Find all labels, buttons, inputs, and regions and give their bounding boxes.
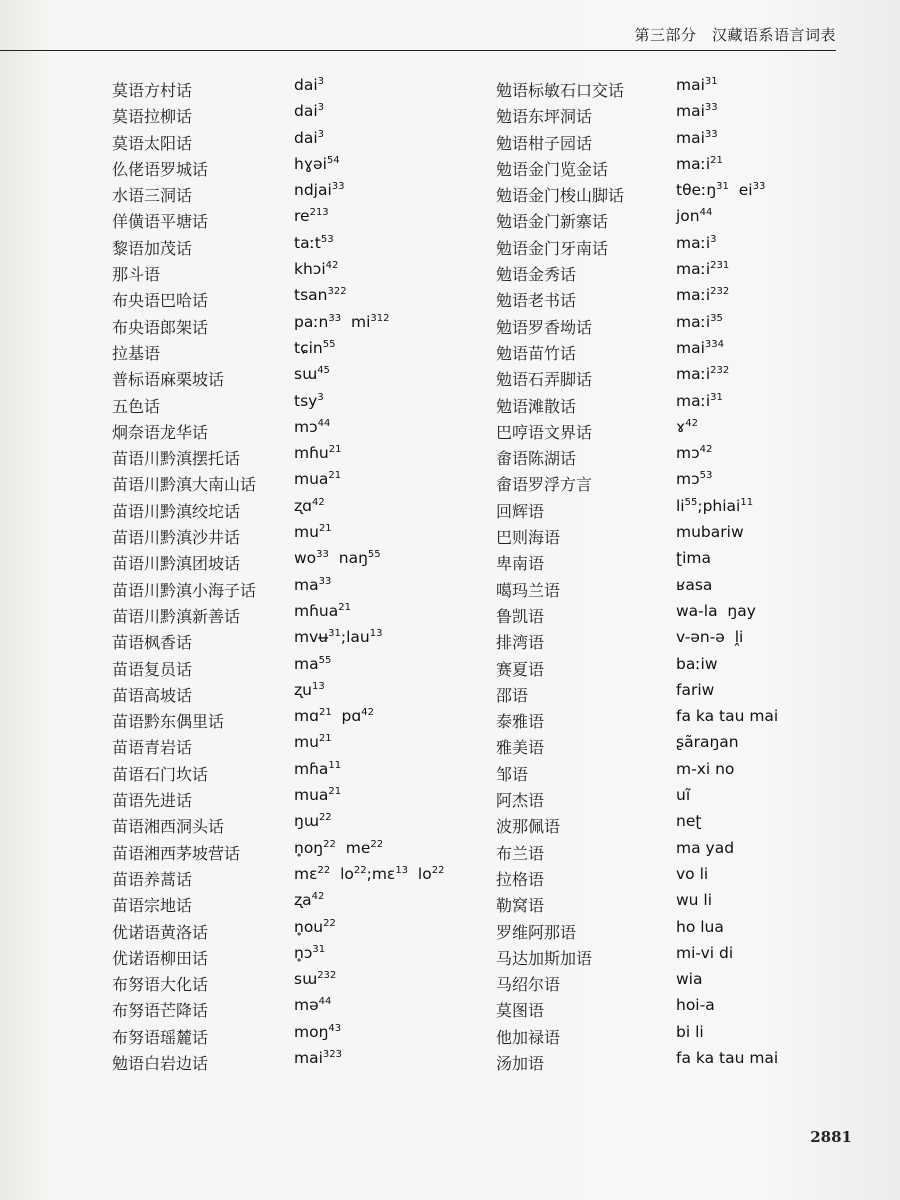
- word-form: hɣəi$^{54}$: [294, 154, 340, 174]
- language-name: 排湾语: [496, 633, 545, 653]
- word-form: tɕin$^{55}$: [294, 338, 336, 358]
- language-name: 布兰语: [496, 843, 545, 863]
- word-form: maːi$^3$: [676, 233, 717, 252]
- word-form: n̥ɔ$^{31}$: [294, 943, 326, 962]
- word-form: fa ka tau mai: [676, 1048, 779, 1067]
- language-name: 勉语金门新寨话: [496, 212, 609, 232]
- language-name: 莫语拉柳话: [112, 107, 193, 127]
- word-form: fa ka tau mai: [676, 707, 779, 726]
- language-name: 他加禄语: [496, 1027, 561, 1047]
- word-form: mɑ$^{21}$ pɑ$^{42}$: [294, 707, 374, 726]
- language-name: 勉语东坪洞话: [496, 107, 593, 127]
- word-form: sɯ$^{232}$: [294, 970, 337, 989]
- language-name: 巴哼语文界话: [496, 422, 593, 442]
- language-name: 赛夏语: [496, 659, 545, 679]
- language-name: 阿杰语: [496, 791, 545, 811]
- language-name: 苗语湘西茅坡营话: [112, 843, 241, 863]
- language-name: 优诺语黄洛话: [112, 922, 209, 942]
- word-form: dai$^3$: [294, 102, 325, 121]
- word-form: mi-vi di: [676, 943, 734, 962]
- word-form: ma yad: [676, 838, 735, 857]
- word-form: khɔi$^{42}$: [294, 260, 339, 279]
- language-name: 水语三洞话: [112, 186, 193, 206]
- language-name: 勉语标敏石口交话: [496, 81, 625, 100]
- language-name: 莫语方村话: [112, 81, 193, 100]
- word-form: mai$^{33}$: [676, 128, 718, 147]
- language-name: 布央语巴哈话: [112, 291, 209, 311]
- word-form: ʁasa: [676, 575, 713, 594]
- word-form: $mu^{21}$: [294, 733, 332, 752]
- word-form: maːi$^{21}$: [676, 154, 723, 174]
- word-form: mɔ$^{53}$: [676, 470, 713, 489]
- language-name: 巴则海语: [496, 528, 561, 548]
- word-form: wa-la ŋay: [676, 601, 756, 620]
- language-name: 苗语先进话: [112, 791, 193, 811]
- word-form: tθeːŋ$^{31}$ $ei^{33}$: [676, 181, 766, 200]
- language-name: 布努语芒降话: [112, 1001, 209, 1021]
- word-form: baːiw: [676, 654, 718, 673]
- language-name: 邵语: [496, 685, 529, 705]
- word-form: ndjai$^{33}$: [294, 181, 345, 200]
- language-name: 炯奈语龙华话: [112, 422, 209, 442]
- language-name: 苗语川黔滇小海子话: [112, 580, 257, 600]
- word-form: bi li: [676, 1022, 704, 1041]
- word-form: ʐɑ$^{42}$: [294, 496, 325, 515]
- language-name: 勒窝语: [496, 896, 545, 916]
- language-name: 苗语宗地话: [112, 896, 193, 916]
- language-name: 勉语柑子园话: [496, 133, 593, 153]
- language-name: 汤加语: [496, 1053, 545, 1073]
- language-name: 苗语枫香话: [112, 633, 193, 653]
- language-name: 噶玛兰语: [496, 580, 561, 600]
- word-form: moŋ$^{43}$: [294, 1022, 342, 1041]
- word-form: mɦa$^{11}$: [294, 759, 342, 778]
- word-form: $re^{213}$: [294, 207, 329, 226]
- language-name: 波那佩语: [496, 817, 561, 837]
- word-form: ʈima: [676, 549, 711, 568]
- word-form: $ma^{55}$: [294, 654, 332, 673]
- word-form: mai$^{33}$: [676, 102, 718, 121]
- word-form: ʐu$^{13}$: [294, 680, 325, 699]
- language-name: 苗语养蒿话: [112, 869, 193, 889]
- word-form: $li^{55};phiai^{11}$: [676, 496, 754, 515]
- language-name: 五色话: [112, 396, 161, 416]
- word-form: $wo^{33}$ naŋ$^{55}$: [294, 549, 381, 568]
- language-name: 苗语川黔滇绞坨话: [112, 501, 241, 521]
- word-form: tsan$^{322}$: [294, 286, 347, 305]
- word-form: wu li: [676, 891, 713, 910]
- word-form: dai$^3$: [294, 76, 325, 95]
- language-name: 勉语苗竹话: [496, 343, 577, 363]
- language-name: 雅美语: [496, 738, 545, 758]
- language-name: 苗语青岩话: [112, 738, 193, 758]
- word-form: jon$^{44}$: [676, 207, 713, 226]
- word-form: paːn$^{33}$ $mi^{312}$: [294, 312, 390, 331]
- word-form: dai$^3$: [294, 128, 325, 147]
- language-name: 勉语滩散话: [496, 396, 577, 416]
- word-form: mvʉ$^{31}$;lau$^{13}$: [294, 628, 383, 647]
- language-name: 佯僙语平塘话: [112, 212, 209, 232]
- language-name: 拉基语: [112, 343, 161, 363]
- language-name: 畲语罗浮方言: [496, 475, 593, 495]
- language-name: 勉语金门梭山脚话: [496, 186, 625, 206]
- language-name: 勉语老书话: [496, 291, 577, 311]
- language-name: 勉语罗香坳话: [496, 317, 593, 337]
- word-form: mai$^{323}$: [294, 1048, 342, 1068]
- language-name: 莫图语: [496, 1001, 545, 1021]
- language-name: 苗语湘西洞头话: [112, 817, 225, 837]
- language-name: 畲语陈湖话: [496, 449, 577, 469]
- word-form: ɤ$^{42}$: [676, 417, 698, 437]
- language-name: 泰雅语: [496, 712, 545, 732]
- word-form: v-ən-ə ḽi: [676, 628, 744, 647]
- language-name: 马达加斯加语: [496, 948, 593, 968]
- word-form: tsy$^3$: [294, 391, 324, 410]
- word-form: maːi$^{35}$: [676, 312, 723, 331]
- language-name: 苗语川黔滇摆托话: [112, 449, 241, 469]
- word-form: taːt$^{53}$: [294, 233, 334, 252]
- language-name: 罗维阿那语: [496, 922, 577, 942]
- language-name: 苗语石门坎话: [112, 764, 209, 784]
- language-name: 普标语麻栗坡话: [112, 370, 225, 390]
- language-name: 苗语川黔滇团坡话: [112, 554, 241, 574]
- word-form: maːi$^{232}$: [676, 365, 730, 384]
- word-form: maːi$^{231}$: [676, 260, 730, 279]
- word-form: vo li: [676, 864, 709, 883]
- word-form: mua$^{21}$: [294, 470, 342, 489]
- page-number: 2881: [810, 1128, 852, 1146]
- word-form: mɔ$^{44}$: [294, 417, 331, 437]
- language-name: 苗语川黔滇沙井话: [112, 528, 241, 548]
- word-form: mɔ$^{42}$: [676, 444, 713, 463]
- word-form: $mu^{21}$: [294, 523, 332, 542]
- language-name: 勉语白岩边话: [112, 1053, 209, 1073]
- language-name: 邹语: [496, 764, 529, 784]
- word-form: mai$^{334}$: [676, 338, 724, 358]
- language-name: 那斗语: [112, 265, 161, 285]
- word-form: ʐa$^{42}$: [294, 891, 325, 910]
- word-form: fariw: [676, 680, 715, 699]
- word-form: mɦua$^{21}$: [294, 601, 351, 621]
- header-title: 第三部分 汉藏语系语言词表: [634, 26, 836, 44]
- word-form: wia: [676, 970, 703, 989]
- word-form: $n̥oŋ^{22}$ $me^{22}$: [294, 838, 384, 857]
- word-form: $ma^{33}$: [294, 575, 332, 594]
- word-form: maːi$^{31}$: [676, 391, 723, 410]
- word-form: maːi$^{232}$: [676, 286, 730, 305]
- language-name: 勉语金门牙南话: [496, 238, 609, 258]
- language-name: 回辉语: [496, 501, 545, 521]
- language-name: 苗语川黔滇新善话: [112, 606, 241, 626]
- word-form: ŋɯ$^{22}$: [294, 812, 332, 831]
- language-name: 莫语太阳话: [112, 133, 193, 153]
- word-form: ʂãraŋan: [676, 733, 739, 752]
- word-form: mubariw: [676, 523, 744, 542]
- language-name: 勉语石弄脚话: [496, 370, 593, 390]
- word-form: mɦu$^{21}$: [294, 444, 342, 463]
- language-name: 勉语金秀话: [496, 265, 577, 285]
- language-name: 鲁凯语: [496, 606, 545, 626]
- language-name: 苗语高坡话: [112, 685, 193, 705]
- word-form: mua$^{21}$: [294, 786, 342, 805]
- word-form: uĩ: [676, 786, 691, 805]
- word-form: mə$^{44}$: [294, 996, 332, 1015]
- language-name: 布央语郎架话: [112, 317, 209, 337]
- word-form: sɯ$^{45}$: [294, 365, 330, 384]
- language-name: 拉格语: [496, 869, 545, 889]
- language-name: 苗语复员话: [112, 659, 193, 679]
- running-header: [0, 22, 836, 51]
- language-name: 布努语瑶麓话: [112, 1027, 209, 1047]
- word-form: mai$^{31}$: [676, 76, 718, 95]
- language-name: 黎语加茂话: [112, 238, 193, 258]
- language-name: 马绍尔语: [496, 975, 561, 995]
- language-name: 布努语大化话: [112, 975, 209, 995]
- word-form: ho lua: [676, 917, 724, 936]
- language-name: 勉语金门览金话: [496, 159, 609, 179]
- word-form: neʈ: [676, 812, 702, 831]
- language-name: 苗语黔东偶里话: [112, 712, 225, 732]
- language-name: 苗语川黔滇大南山话: [112, 475, 257, 495]
- language-name: 卑南语: [496, 554, 545, 574]
- word-form: mɛ$^{22}$ $lo^{22};mɛ^{13}$ $lo^{22}$: [294, 864, 445, 884]
- word-form: m-xi no: [676, 759, 735, 778]
- word-form: $n̥ou^{22}$: [294, 917, 336, 936]
- language-name: 优诺语柳田话: [112, 948, 209, 968]
- word-form: hoi-a: [676, 996, 715, 1015]
- language-name: 仫佬语罗城话: [112, 159, 209, 179]
